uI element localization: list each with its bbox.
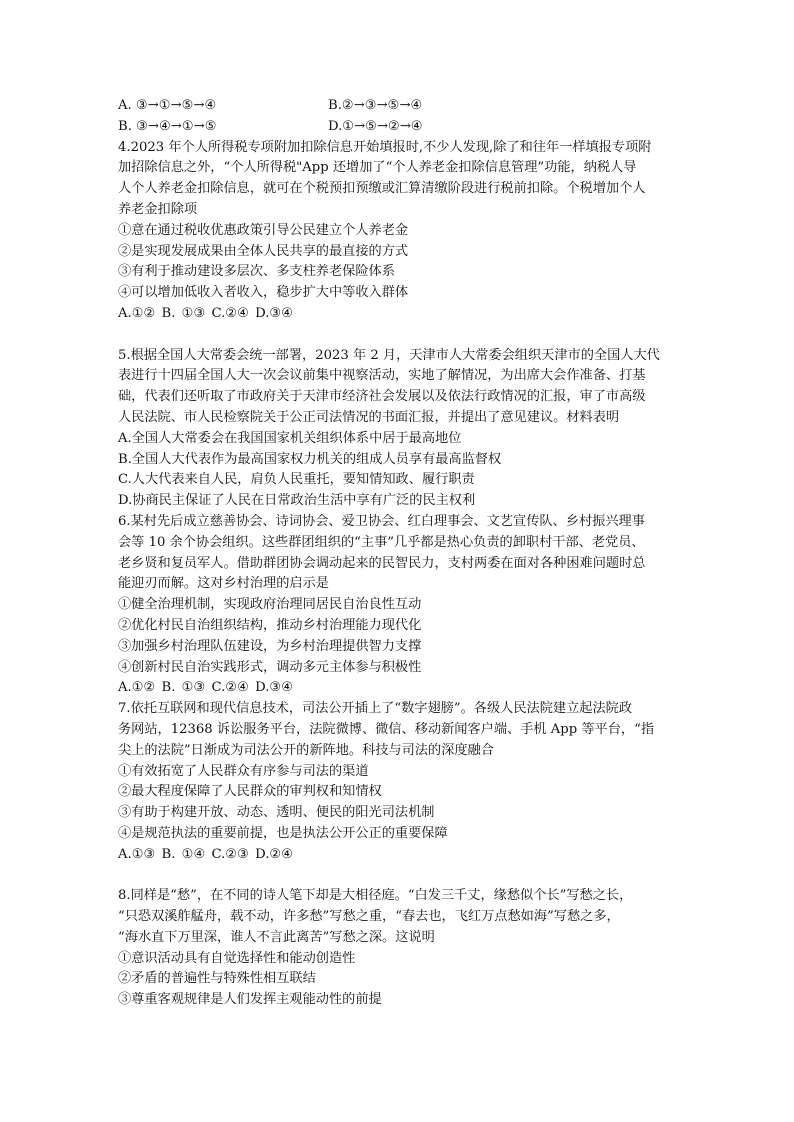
q3-option-c: B. ③→④→①→⑤ bbox=[118, 118, 217, 134]
q6-stem-line: 会等 10 余个协会组织。这些群团组织的“主事”几乎都是热心负责的卸职村干部、老党员、 bbox=[118, 534, 645, 550]
q5-stem-line: 础，代表们还听取了市政府关于天津市经济社会发展以及依法行政情况的汇报，审了市高级 bbox=[118, 389, 646, 405]
q5-option: C.人大代表来自人民，肩负人民重托，要知情知政、履行职责 bbox=[118, 472, 475, 488]
q4-stem-line: 养老金扣除项 bbox=[118, 201, 198, 217]
q7-stem-line: 7.依托互联网和现代信息技术，司法公开插上了“数字翅膀”。各级人民法院建立起法院政 bbox=[118, 701, 632, 717]
q8-item: ①意识活动具有自觉选择性和能动创造性 bbox=[118, 950, 356, 966]
q7-item: ①有效拓宽了人民群众有序参与司法的渠道 bbox=[118, 763, 369, 779]
q7-item: ②最大程度保障了人民群众的审判权和知情权 bbox=[118, 784, 382, 800]
q8-stem-line: “海水直下万里深，谁人不言此离苦”写愁之深。这说明 bbox=[118, 929, 435, 945]
q8-stem-line: “只恐双溪舴艋舟，载不动，许多愁”写愁之重，“春去也，飞红万点愁如海”写愁之多， bbox=[118, 909, 620, 925]
q6-item: ③加强乡村治理队伍建设，为乡村治理提供智力支撑 bbox=[118, 638, 422, 654]
q4-item: ④可以增加低收入者收入，稳步扩大中等收入群体 bbox=[118, 285, 409, 301]
q4-item: ②是实现发展成果由全体人民共享的最直接的方式 bbox=[118, 243, 409, 259]
q4-stem-line: 4.2023 年个人所得税专项附加扣除信息开始填报时,不少人发现,除了和往年一样填报专项附 bbox=[118, 139, 652, 155]
question-7 bbox=[118, 699, 678, 865]
q3-options-row-1 bbox=[118, 96, 678, 117]
q3-option-a: A. ③→①→⑤→④ bbox=[118, 98, 217, 113]
q4-item: ③有利于推动建设多层次、多支柱养老保险体系 bbox=[118, 264, 395, 280]
q8-item: ③尊重客观规律是人们发挥主观能动性的前提 bbox=[118, 992, 382, 1008]
q3-options-row-2 bbox=[118, 117, 678, 138]
q6-stem-line: 老乡贤和复员军人。借助群团协会调动起来的民智民力，支村两委在面对各种困难问题时总 bbox=[118, 555, 646, 571]
q6-item: ②优化村民自治组织结构，推动乡村治理能力现代化 bbox=[118, 617, 422, 633]
q8-stem-line: 8.同样是“愁”，在不同的诗人笔下却是大相径庭。“白发三千丈，缘愁似个长”写愁之长， bbox=[118, 888, 633, 904]
q4-stem-line: 加招除信息之外，“个人所得税"App 还增加了“个人养老金扣除信息管理”功能，纳税人导 bbox=[118, 160, 637, 176]
q6-item: ①健全治理机制，实现政府治理同居民自治良性互动 bbox=[118, 597, 422, 613]
q4-answer-choices: A.①② B. ①③ C.②④ D.③④ bbox=[118, 305, 294, 321]
question-6 bbox=[118, 512, 678, 699]
q5-stem-line: 表进行十四届全国人大一次会议前集中视察活动，实地了解情况，为出席大会作准备、打基 bbox=[118, 368, 646, 384]
q5-option: A.全国人大常委会在我国国家机关组织体系中居于最高地位 bbox=[118, 430, 462, 446]
q5-option: B.全国人大代表作为最高国家权力机关的组成人员享有最高监督权 bbox=[118, 451, 502, 467]
q5-option: D.协商民主保证了人民在日常政治生活中享有广泛的民主权利 bbox=[118, 493, 476, 509]
q7-item: ④是规范执法的重要前提，也是执法公开公正的重要保障 bbox=[118, 825, 448, 841]
q7-stem-line: 尖上的法院”日渐成为司法公开的新阵地。科技与司法的深度融合 bbox=[118, 742, 494, 758]
q4-item: ①意在通过税收优惠政策引导公民建立个人养老金 bbox=[118, 222, 409, 238]
q6-answer-choices: A.①② B. ①③ C.②④ D.③④ bbox=[118, 680, 294, 696]
q6-stem-line: 能迎刃而解。这对乡村治理的启示是 bbox=[118, 576, 329, 592]
q7-item: ③有助于构建开放、动态、透明、便民的阳光司法机制 bbox=[118, 805, 435, 821]
q5-stem-line: 人民法院、市人民检察院关于公正司法情况的书面汇报，并提出了意见建议。材料表明 bbox=[118, 409, 620, 425]
q3-option-d: D.①→⑤→②→④ bbox=[328, 118, 423, 134]
q4-stem-line: 人个人养老金扣除信息，就可在个税预扣预缴或汇算清缴阶段进行税前扣除。个税增加个人 bbox=[118, 181, 646, 197]
exam-page bbox=[118, 96, 678, 1011]
q3-option-b: B.②→③→⑤→④ bbox=[328, 98, 423, 113]
q7-answer-choices: A.①③ B. ①④ C.②③ D.②④ bbox=[118, 846, 294, 862]
q6-item: ④创新村民自治实践形式，调动多元主体参与积极性 bbox=[118, 659, 422, 675]
question-4 bbox=[118, 138, 678, 325]
q7-stem-line: 务网站，12368 诉讼服务平台，法院微博、微信、移动新闻客户端、手机 App 等平台，“指 bbox=[118, 721, 655, 737]
q8-item: ②矛盾的普遍性与特殊性相互联结 bbox=[118, 971, 316, 987]
spacer bbox=[118, 325, 678, 346]
question-5 bbox=[118, 346, 678, 512]
q6-stem-line: 6.某村先后成立慈善协会、诗词协会、爱卫协会、红白理事会、文艺宣传队、乡村振兴理事 bbox=[118, 513, 645, 529]
q5-stem-line: 5.根据全国人大常委会统一部署，2023 年 2 月，天津市人大常委会组织天津市的全国人大代 bbox=[118, 347, 660, 363]
spacer bbox=[118, 865, 678, 886]
question-8 bbox=[118, 886, 678, 1011]
